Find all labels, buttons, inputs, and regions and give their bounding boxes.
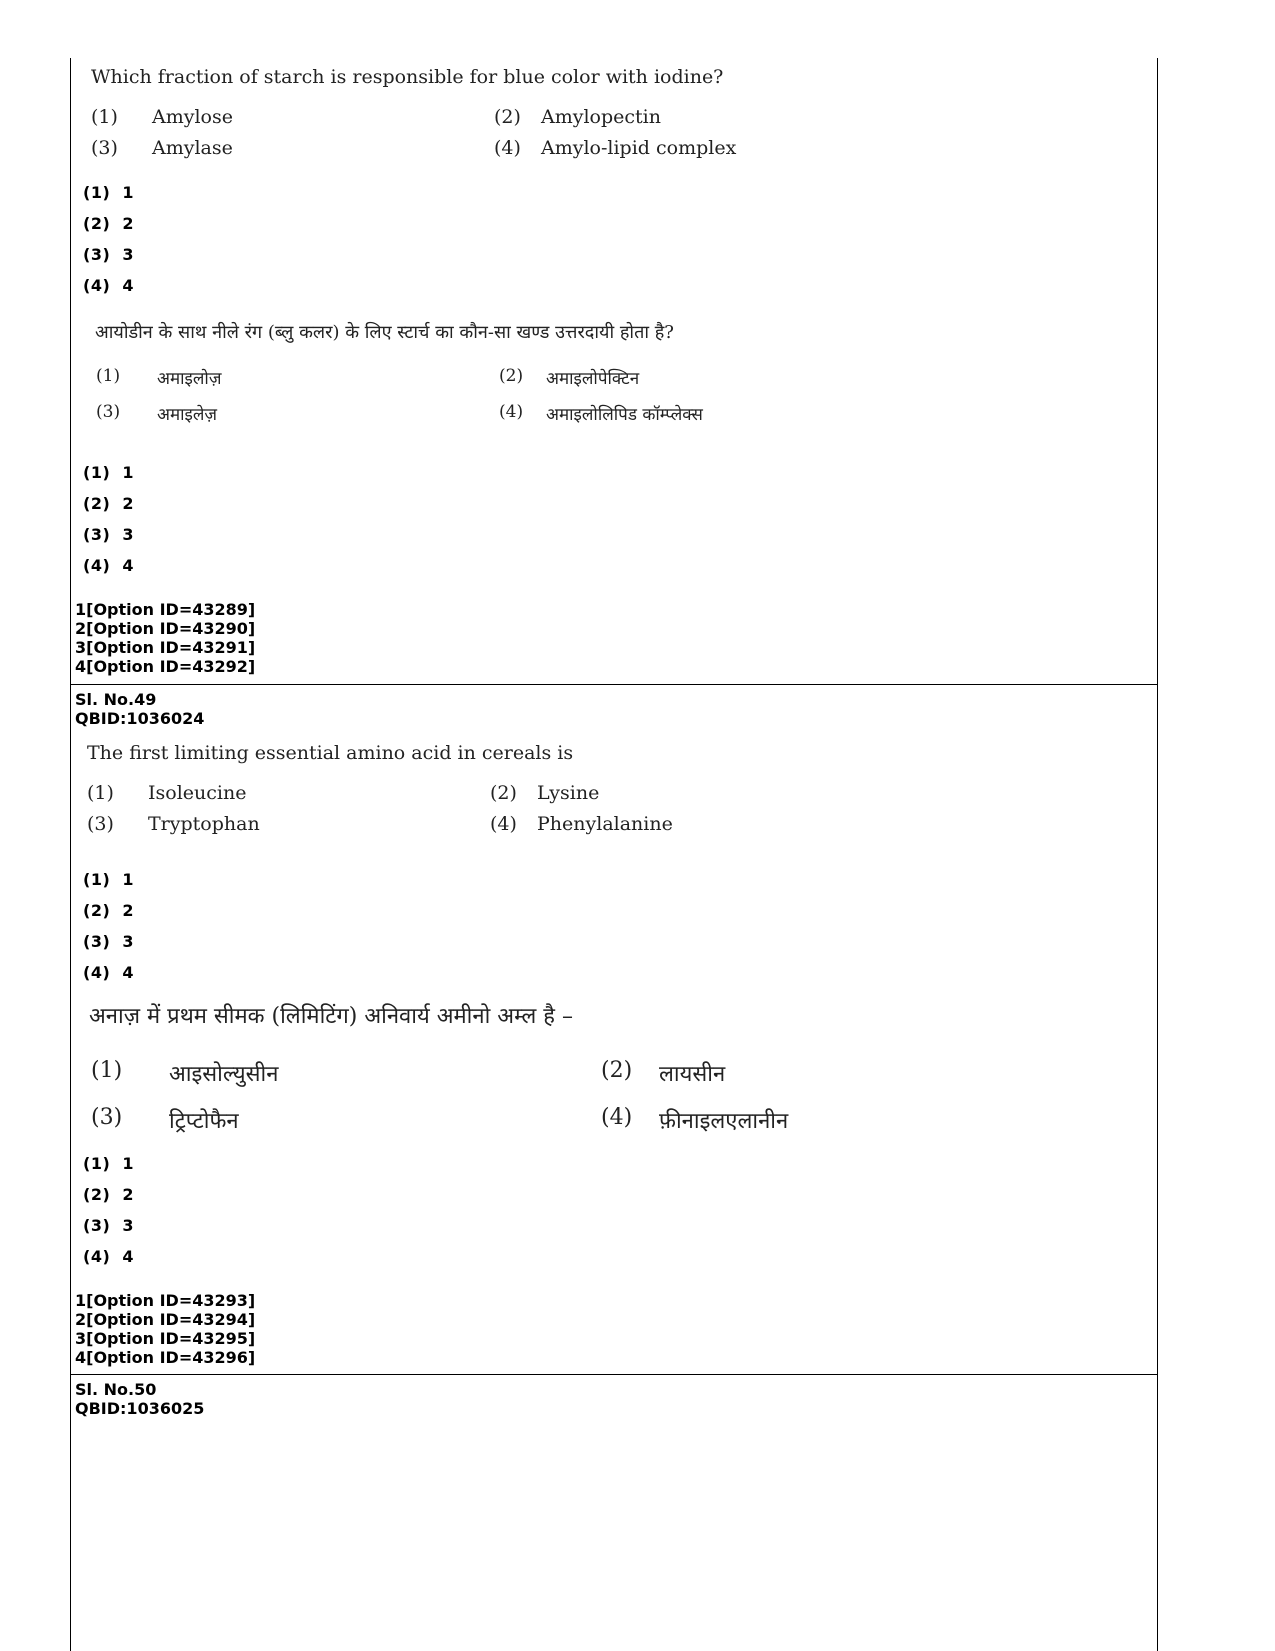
option-number: (1) — [87, 782, 114, 804]
section-divider — [71, 1374, 1157, 1375]
option-id: 4[Option ID=43292] — [75, 657, 256, 676]
qbid: QBID:1036025 — [75, 1399, 205, 1418]
option-text: अमाइलोज़ — [157, 369, 222, 389]
serial-number: Sl. No.50 — [75, 1380, 157, 1399]
option-number: (1) — [96, 366, 121, 386]
answer-choice: (3) 3 — [83, 932, 135, 951]
answer-choice: (3) 3 — [83, 525, 135, 544]
answer-choice: (4) 4 — [83, 556, 135, 575]
answer-choice: (3) 3 — [83, 245, 135, 264]
option-number: (4) — [494, 137, 521, 159]
option-number: (2) — [490, 782, 517, 804]
option-id: 3[Option ID=43291] — [75, 638, 256, 657]
answer-choice: (3) 3 — [83, 1216, 135, 1235]
answer-choice: (1) 1 — [83, 183, 135, 202]
option-text: अमाइलोलिपिड कॉम्प्लेक्स — [546, 405, 703, 425]
option-number: (1) — [91, 106, 118, 128]
option-id: 3[Option ID=43295] — [75, 1329, 256, 1348]
option-id: 1[Option ID=43289] — [75, 600, 256, 619]
answer-choice: (4) 4 — [83, 1247, 135, 1266]
option-number: (3) — [96, 402, 121, 422]
answer-choice: (2) 2 — [83, 214, 135, 233]
option-number: (1) — [91, 1058, 123, 1083]
option-text: आइसोल्युसीन — [169, 1062, 279, 1087]
option-text: लायसीन — [659, 1062, 726, 1087]
option-number: (4) — [499, 402, 524, 422]
option-text: अमाइलेज़ — [157, 405, 218, 425]
option-id: 2[Option ID=43290] — [75, 619, 256, 638]
answer-choice: (2) 2 — [83, 494, 135, 513]
option-id: 1[Option ID=43293] — [75, 1291, 256, 1310]
option-number: (3) — [87, 813, 114, 835]
option-id: 2[Option ID=43294] — [75, 1310, 256, 1329]
qbid: QBID:1036024 — [75, 709, 205, 728]
answer-choice: (4) 4 — [83, 276, 135, 295]
option-id: 4[Option ID=43296] — [75, 1348, 256, 1367]
answer-choice: (4) 4 — [83, 963, 135, 982]
option-number: (4) — [490, 813, 517, 835]
option-text: फ़ीनाइलएलानीन — [659, 1109, 789, 1134]
option-text: अमाइलोपेक्टिन — [546, 369, 640, 389]
answer-choice: (1) 1 — [83, 870, 135, 889]
serial-number: Sl. No.49 — [75, 690, 157, 709]
answer-choice: (2) 2 — [83, 1185, 135, 1204]
option-number: (2) — [499, 366, 524, 386]
answer-choice: (1) 1 — [83, 1154, 135, 1173]
option-text: Lysine — [537, 782, 600, 804]
answer-choice: (1) 1 — [83, 463, 135, 482]
answer-choice: (2) 2 — [83, 901, 135, 920]
option-text: Amylo-lipid complex — [541, 137, 737, 159]
option-text: Amylase — [152, 137, 233, 159]
option-text: ट्रिप्टोफैन — [169, 1109, 239, 1134]
option-number: (3) — [91, 137, 118, 159]
question-text-en: Which fraction of starch is responsible for blue color with iodine? — [91, 66, 724, 88]
option-text: Tryptophan — [148, 813, 260, 835]
option-number: (4) — [601, 1105, 633, 1130]
question-sheet — [70, 58, 1158, 1651]
question-text-hi: आयोडीन के साथ नीले रंग (ब्लु कलर) के लिए स्टार्च का कौन-सा खण्ड उत्तरदायी होता है? — [95, 322, 674, 343]
option-text: Amylose — [152, 106, 233, 128]
option-number: (3) — [91, 1105, 123, 1130]
option-number: (2) — [494, 106, 521, 128]
option-text: Isoleucine — [148, 782, 247, 804]
option-text: Phenylalanine — [537, 813, 673, 835]
section-divider — [71, 684, 1157, 685]
question-text-en: The first limiting essential amino acid in cereals is — [87, 742, 574, 764]
question-text-hi: अनाज़ में प्रथम सीमक (लिमिटिंग) अनिवार्य अमीनो अम्ल है – — [89, 1004, 573, 1029]
option-text: Amylopectin — [541, 106, 661, 128]
option-number: (2) — [601, 1058, 633, 1083]
